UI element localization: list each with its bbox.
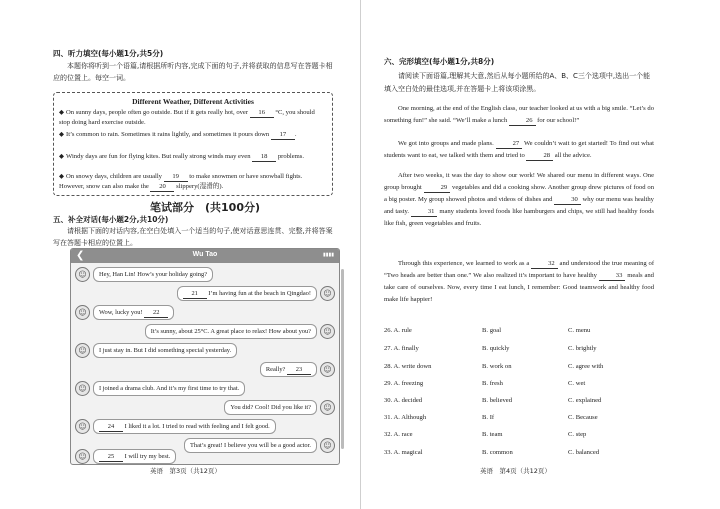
- chat-message-right: You did? Cool! Did you like it?: [224, 400, 317, 415]
- note-item-19-20: ◆ On snowy days, children are usually 19 to make snowmen or have snowball fights. However, snow can also make the 20 slippery(湿滑的).: [59, 173, 303, 190]
- option-c: C. menu: [568, 327, 591, 334]
- option-a: 28. A. write down: [384, 363, 432, 370]
- chat-message-left: I just stay in. But I did something special yesterday.: [93, 343, 237, 358]
- chat-header: [71, 249, 339, 263]
- chat-message-right: 21 I’m having fun at the beach in Qingdao!: [177, 286, 317, 301]
- option-c: C. explained: [568, 397, 602, 404]
- avatar-icon: ☺: [75, 419, 90, 434]
- chat-message-left: 24 I liked it a lot. I tried to read with feeling and I felt good.: [93, 419, 276, 434]
- chat-message-left: Hey, Han Lin! How’s your holiday going?: [93, 267, 213, 282]
- option-a: 31. A. Although: [384, 414, 427, 421]
- chat-message-right: Really? 23: [260, 362, 317, 377]
- section-6-title: 六、完形填空(每小题1分,共8分): [384, 57, 495, 66]
- chat-window: [70, 248, 340, 465]
- chat-message-left: 25 I will try my best.: [93, 449, 176, 464]
- passage-paragraph-1: One morning, at the end of the English class, our teacher looked at us with a big smile. “Let’s do something fun!” she said. “We’ll make a lunch 26 for our school!”: [384, 105, 654, 124]
- option-c: C. Because: [568, 414, 598, 421]
- option-c: C. wet: [568, 380, 586, 387]
- avatar-icon: ☺: [320, 362, 335, 377]
- status-icons: ▮▮▮▮: [322, 252, 334, 258]
- avatar-icon: ☺: [320, 400, 335, 415]
- back-arrow-icon[interactable]: ❮: [76, 250, 85, 261]
- option-a: 27. A. finally: [384, 345, 419, 352]
- option-b: B. believed: [482, 397, 513, 404]
- option-c: C. brightly: [568, 345, 597, 352]
- option-b: B. work on: [482, 363, 512, 370]
- option-a: 33. A. magical: [384, 449, 423, 456]
- avatar-icon: ☺: [320, 286, 335, 301]
- avatar-icon: ☺: [320, 324, 335, 339]
- note-item-17: ◆ It’s common to rain. Sometimes it rains lightly, and sometimes it pours down 17 .: [59, 131, 297, 138]
- section-4-instructions: 本题你将听到一个语篇,请根据所听内容,完成下面的句子,并将获取的信息写在答题卡相应的位置上。每空一词。: [53, 62, 333, 82]
- note-item-16: ◆ On sunny days, people often go outside. But if it gets really hot, over 16 °C, you should stop doing hard exercise outside.: [59, 109, 315, 126]
- passage-paragraph-4: Through this experience, we learned to work as a 32 and understood the true meaning of “Two heads are better than one.” We also realized it’s important to have healthy 33 meals and take care of ourselves. Now, every time I eat lunch, I remember: Good teamwork and healthy food make life happier!: [384, 260, 655, 303]
- option-a: 26. A. rule: [384, 327, 412, 334]
- passage-paragraph-2: We got into groups and made plans. 27 We couldn’t wait to get started! To find out what students want to eat, we talked with them and tried to 28 all the advice.: [384, 140, 655, 159]
- notes-title: Different Weather, Different Activities: [132, 97, 254, 106]
- option-b: B. team: [482, 431, 503, 438]
- avatar-icon: ☺: [75, 305, 90, 320]
- option-b: B. If: [482, 414, 495, 421]
- chat-message-right: That’s great! I believe you will be a good actor.: [184, 438, 317, 453]
- chat-message-right: It’s sunny, about 25°C. A great place to relax! How about you?: [145, 324, 317, 339]
- chat-message-left: Wow, lucky you! 22: [93, 305, 174, 320]
- written-part-title: 笔试部分 (共100分): [150, 201, 261, 214]
- avatar-icon: ☺: [75, 267, 90, 282]
- section-4-title: 四、听力填空(每小题1分,共5分): [53, 49, 164, 58]
- avatar-icon: ☺: [320, 438, 335, 453]
- option-a: 29. A. freezing: [384, 380, 424, 387]
- passage-paragraph-3: After two weeks, it was the day to show our work! We shared our menu in different ways. One group brought 29 vegetables and did a cooking show. Another group drew pictures of food on a big poster. My group showed photos and videos of dishes and 30 why our menu was healthy and tasty. 31 many students loved foods like hamburgers and chips, we still had healthy foods like fish, green vegetables and fruits.: [384, 172, 655, 227]
- listening-notes-box: [53, 92, 333, 196]
- chat-message-left: I joined a drama club. And it’s my first time to try that.: [93, 381, 245, 396]
- option-c: C. step: [568, 431, 587, 438]
- option-b: B. goal: [482, 327, 502, 334]
- page-footer: 英语 第4页（共12页）: [480, 467, 551, 475]
- section-5-title: 五、补全对话(每小题2分,共10分): [53, 215, 169, 224]
- option-a: 30. A. decided: [384, 397, 423, 404]
- option-c: C. agree with: [568, 363, 604, 370]
- page-footer: 英语 第3页（共12页）: [150, 467, 221, 475]
- option-b: B. fresh: [482, 380, 503, 387]
- chat-scrollbar[interactable]: [341, 269, 344, 449]
- option-c: C. balanced: [568, 449, 600, 456]
- section-5-instructions: 请根据下面的对话内容,在空白处填入一个适当的句子,使对话意思连贯、完整,并将答案写在答题卡相应的位置上。: [53, 227, 333, 247]
- section-6-instructions: 请阅读下面语篇,理解其大意,然后从每小题所给的A、B、C三个选项中,选出一个能填入空白处的最佳选项,并在答题卡上将该项涂黑。: [384, 72, 651, 93]
- option-b: B. quickly: [482, 345, 510, 352]
- avatar-icon: ☺: [75, 381, 90, 396]
- chat-contact-name: Wu Tao: [192, 251, 218, 258]
- avatar-icon: ☺: [75, 343, 90, 358]
- option-a: 32. A. race: [384, 431, 413, 438]
- option-b: B. common: [482, 449, 513, 456]
- note-item-18: ◆ Windy days are fun for flying kites. But really strong winds may even 18 problems.: [59, 153, 305, 160]
- avatar-icon: ☺: [75, 449, 90, 464]
